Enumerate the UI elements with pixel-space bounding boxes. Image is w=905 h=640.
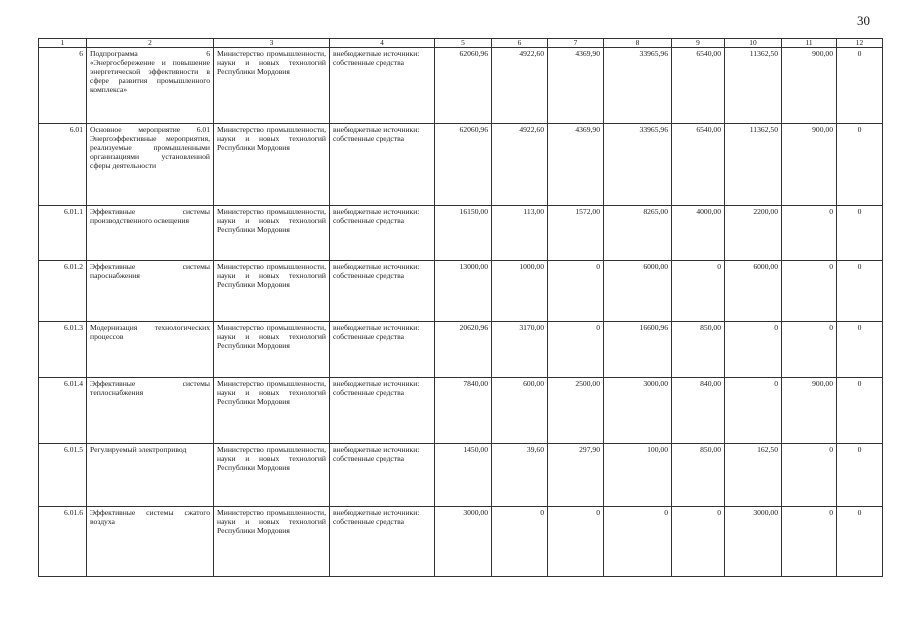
row-value-col-10: 0 <box>725 378 782 444</box>
row-value-col-6: 600,00 <box>492 378 548 444</box>
row-executor: Министерство промышленности, науки и новых технологий Республики Мордовия <box>214 378 330 444</box>
row-value-col-10: 6000,00 <box>725 261 782 322</box>
row-value-col-9: 840,00 <box>672 378 725 444</box>
column-number-6: 6 <box>492 39 548 48</box>
row-value-col-5: 20620,96 <box>435 322 492 378</box>
table-row <box>39 206 883 261</box>
row-value-col-8: 33965,96 <box>604 48 672 124</box>
row-value-col-7: 0 <box>548 261 604 322</box>
row-value-col-12: 0 <box>837 124 883 206</box>
row-executor: Министерство промышленности, науки и новых технологий Республики Мордовия <box>214 206 330 261</box>
row-value-col-6: 4922,60 <box>492 124 548 206</box>
table-row <box>39 261 883 322</box>
row-value-col-10: 162,50 <box>725 444 782 507</box>
row-value-col-8: 100,00 <box>604 444 672 507</box>
row-value-col-12: 0 <box>837 507 883 577</box>
row-value-col-10: 11362,50 <box>725 48 782 124</box>
row-value-col-9: 6540,00 <box>672 48 725 124</box>
row-code: 6.01.3 <box>39 322 87 378</box>
row-value-col-5: 1450,00 <box>435 444 492 507</box>
row-value-col-6: 1000,00 <box>492 261 548 322</box>
row-value-col-12: 0 <box>837 48 883 124</box>
row-funding-source: внебюджетные источники: собственные средства <box>330 322 435 378</box>
row-code: 6.01.4 <box>39 378 87 444</box>
row-value-col-7: 2500,00 <box>548 378 604 444</box>
row-value-col-11: 0 <box>782 444 837 507</box>
row-value-col-11: 0 <box>782 507 837 577</box>
table-row <box>39 507 883 577</box>
table-row <box>39 48 883 124</box>
row-name: Эффективные системы теплоснабжения <box>87 378 214 444</box>
table-body <box>39 48 883 577</box>
row-executor: Министерство промышленности, науки и новых технологий Республики Мордовия <box>214 124 330 206</box>
row-code: 6.01.5 <box>39 444 87 507</box>
table-row <box>39 444 883 507</box>
row-value-col-11: 900,00 <box>782 48 837 124</box>
row-funding-source: внебюджетные источники: собственные средства <box>330 378 435 444</box>
budget-table <box>38 38 883 577</box>
row-value-col-9: 4000,00 <box>672 206 725 261</box>
row-name: Модернизация технологических процессов <box>87 322 214 378</box>
column-number-12: 12 <box>837 39 883 48</box>
page-number: 30 <box>857 13 870 28</box>
row-value-col-6: 3170,00 <box>492 322 548 378</box>
row-value-col-12: 0 <box>837 378 883 444</box>
row-executor: Министерство промышленности, науки и новых технологий Республики Мордовия <box>214 48 330 124</box>
row-executor: Министерство промышленности, науки и новых технологий Республики Мордовия <box>214 507 330 577</box>
row-value-col-7: 1572,00 <box>548 206 604 261</box>
row-value-col-6: 113,00 <box>492 206 548 261</box>
row-value-col-11: 900,00 <box>782 378 837 444</box>
column-number-row <box>39 39 883 48</box>
column-number-5: 5 <box>435 39 492 48</box>
row-value-col-9: 0 <box>672 507 725 577</box>
table-row <box>39 124 883 206</box>
row-value-col-7: 4369,90 <box>548 48 604 124</box>
row-value-col-11: 0 <box>782 206 837 261</box>
row-funding-source: внебюджетные источники: собственные средства <box>330 48 435 124</box>
row-name: Основное мероприятие 6.01 Энергоэффективные мероприятия, реализуемые промышленными организациями установленной сферы деятельности <box>87 124 214 206</box>
row-value-col-10: 3000,00 <box>725 507 782 577</box>
row-value-col-5: 62060,96 <box>435 48 492 124</box>
row-funding-source: внебюджетные источники: собственные средства <box>330 206 435 261</box>
row-value-col-6: 0 <box>492 507 548 577</box>
row-name: Эффективные системы сжатого воздуха <box>87 507 214 577</box>
row-value-col-6: 4922,60 <box>492 48 548 124</box>
table-row <box>39 378 883 444</box>
row-executor: Министерство промышленности, науки и новых технологий Республики Мордовия <box>214 322 330 378</box>
row-value-col-10: 0 <box>725 322 782 378</box>
row-funding-source: внебюджетные источники: собственные средства <box>330 261 435 322</box>
row-funding-source: внебюджетные источники: собственные средства <box>330 507 435 577</box>
row-value-col-11: 900,00 <box>782 124 837 206</box>
row-value-col-8: 8265,00 <box>604 206 672 261</box>
row-value-col-8: 0 <box>604 507 672 577</box>
row-code: 6 <box>39 48 87 124</box>
row-value-col-9: 850,00 <box>672 322 725 378</box>
row-code: 6.01.2 <box>39 261 87 322</box>
row-value-col-11: 0 <box>782 322 837 378</box>
row-value-col-7: 0 <box>548 507 604 577</box>
row-value-col-8: 33965,96 <box>604 124 672 206</box>
row-value-col-9: 850,00 <box>672 444 725 507</box>
row-value-col-9: 6540,00 <box>672 124 725 206</box>
column-number-7: 7 <box>548 39 604 48</box>
row-name: Подпрограмма 6 «Энергосбережение и повышение энергетической эффективности в сфере развития промышленного комплекса» <box>87 48 214 124</box>
row-value-col-5: 7840,00 <box>435 378 492 444</box>
row-code: 6.01.6 <box>39 507 87 577</box>
row-value-col-5: 16150,00 <box>435 206 492 261</box>
row-value-col-6: 39,60 <box>492 444 548 507</box>
row-value-col-12: 0 <box>837 444 883 507</box>
row-code: 6.01.1 <box>39 206 87 261</box>
column-number-4: 4 <box>330 39 435 48</box>
row-value-col-7: 297,90 <box>548 444 604 507</box>
row-name: Регулируемый электропривод <box>87 444 214 507</box>
row-value-col-9: 0 <box>672 261 725 322</box>
row-value-col-8: 6000,00 <box>604 261 672 322</box>
row-value-col-5: 62060,96 <box>435 124 492 206</box>
column-number-8: 8 <box>604 39 672 48</box>
row-name: Эффективные системы производственного освещения <box>87 206 214 261</box>
row-value-col-11: 0 <box>782 261 837 322</box>
column-number-1: 1 <box>39 39 87 48</box>
row-name: Эффективные системы пароснабжения <box>87 261 214 322</box>
row-value-col-8: 3000,00 <box>604 378 672 444</box>
row-executor: Министерство промышленности, науки и новых технологий Республики Мордовия <box>214 444 330 507</box>
column-number-11: 11 <box>782 39 837 48</box>
row-value-col-12: 0 <box>837 206 883 261</box>
column-number-3: 3 <box>214 39 330 48</box>
column-number-9: 9 <box>672 39 725 48</box>
row-funding-source: внебюджетные источники: собственные средства <box>330 444 435 507</box>
row-value-col-12: 0 <box>837 322 883 378</box>
row-value-col-7: 0 <box>548 322 604 378</box>
row-value-col-7: 4369,90 <box>548 124 604 206</box>
row-value-col-10: 2200,00 <box>725 206 782 261</box>
row-executor: Министерство промышленности, науки и новых технологий Республики Мордовия <box>214 261 330 322</box>
row-value-col-5: 13000,00 <box>435 261 492 322</box>
row-value-col-10: 11362,50 <box>725 124 782 206</box>
table-row <box>39 322 883 378</box>
column-number-2: 2 <box>87 39 214 48</box>
row-code: 6.01 <box>39 124 87 206</box>
row-value-col-8: 16600,96 <box>604 322 672 378</box>
column-number-10: 10 <box>725 39 782 48</box>
row-funding-source: внебюджетные источники: собственные средства <box>330 124 435 206</box>
row-value-col-5: 3000,00 <box>435 507 492 577</box>
row-value-col-12: 0 <box>837 261 883 322</box>
